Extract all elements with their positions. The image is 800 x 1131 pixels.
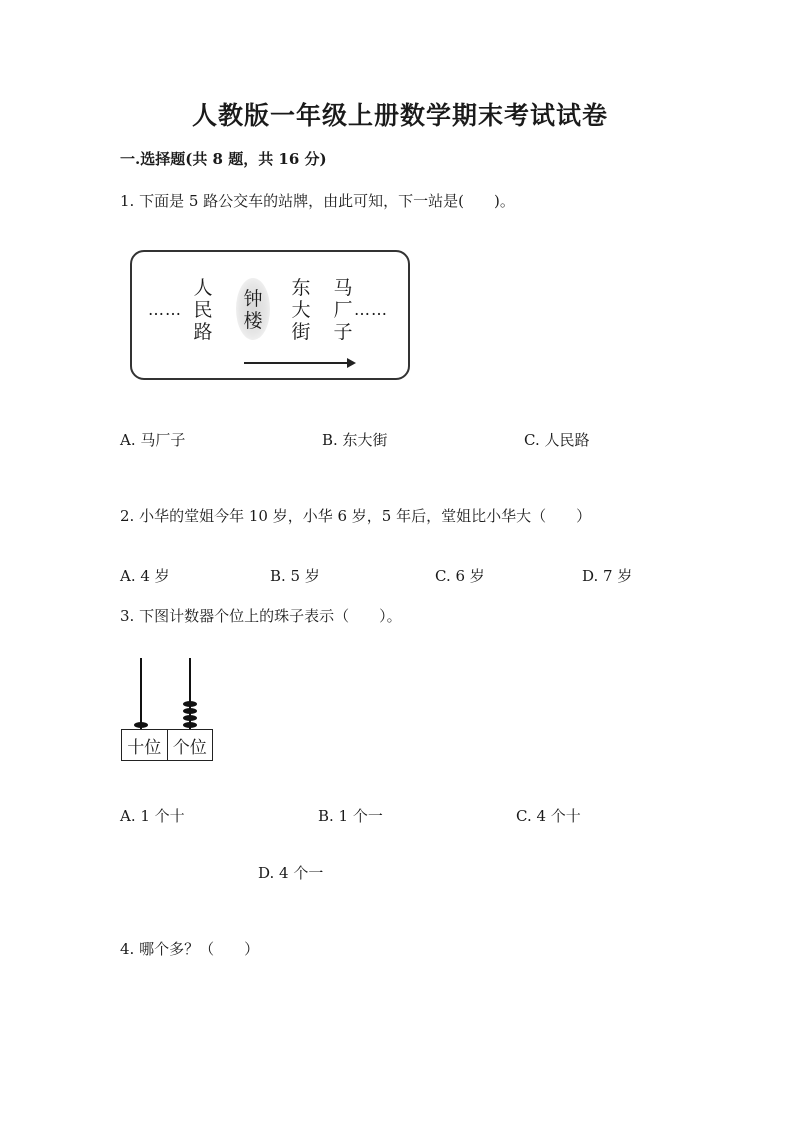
sign-right-dots: …… [354, 300, 388, 319]
tens-label: 十位 [127, 737, 162, 758]
abacus-label-box [121, 729, 213, 761]
ones-bead [183, 722, 197, 728]
bus-stop-sign [130, 250, 410, 380]
question-2-text: 2. 小华的堂姐今年 10 岁，小华 6 岁，5 年后，堂姐比小华大（ ） [120, 507, 592, 525]
q2-option-b[interactable]: B. 5 岁 [270, 567, 320, 585]
sign-left-dots: …… [148, 300, 182, 319]
q3-option-d[interactable]: D. 4 个一 [258, 864, 324, 882]
ones-label: 个位 [167, 730, 213, 760]
tens-bead [134, 722, 148, 728]
stop-machangzi: 马 厂 子 [333, 277, 353, 343]
q3-option-a[interactable]: A. 1 个十 [120, 807, 185, 825]
stop-zhonglou-current: 钟 楼 [243, 288, 263, 332]
q1-option-c[interactable]: C. 人民路 [524, 431, 590, 449]
ones-bead [183, 715, 197, 721]
q2-option-a[interactable]: A. 4 岁 [120, 567, 170, 585]
question-1-text: 1. 下面是 5 路公交车的站牌，由此可知，下一站是( )。 [120, 192, 515, 210]
q3-option-b[interactable]: B. 1 个一 [318, 807, 383, 825]
direction-arrow-icon [244, 362, 354, 364]
q3-option-c[interactable]: C. 4 个十 [516, 807, 581, 825]
section-heading: 一.选择题(共 8 题，共 16 分) [120, 150, 327, 168]
q2-option-c[interactable]: C. 6 岁 [435, 567, 485, 585]
ones-bead [183, 701, 197, 707]
question-4-text: 4. 哪个多？（ ） [120, 940, 260, 958]
tens-rod [140, 658, 142, 730]
q1-option-a[interactable]: A. 马厂子 [120, 431, 186, 449]
q1-option-b[interactable]: B. 东大街 [322, 431, 388, 449]
ones-bead [183, 708, 197, 714]
page-title: 人教版一年级上册数学期末考试试卷 [191, 101, 608, 130]
question-3-text: 3. 下图计数器个位上的珠子表示（ ）。 [120, 607, 402, 625]
stop-renminlu: 人 民 路 [193, 277, 213, 343]
q2-option-d[interactable]: D. 7 岁 [582, 567, 633, 585]
stop-dongdajie: 东 大 街 [291, 277, 311, 343]
